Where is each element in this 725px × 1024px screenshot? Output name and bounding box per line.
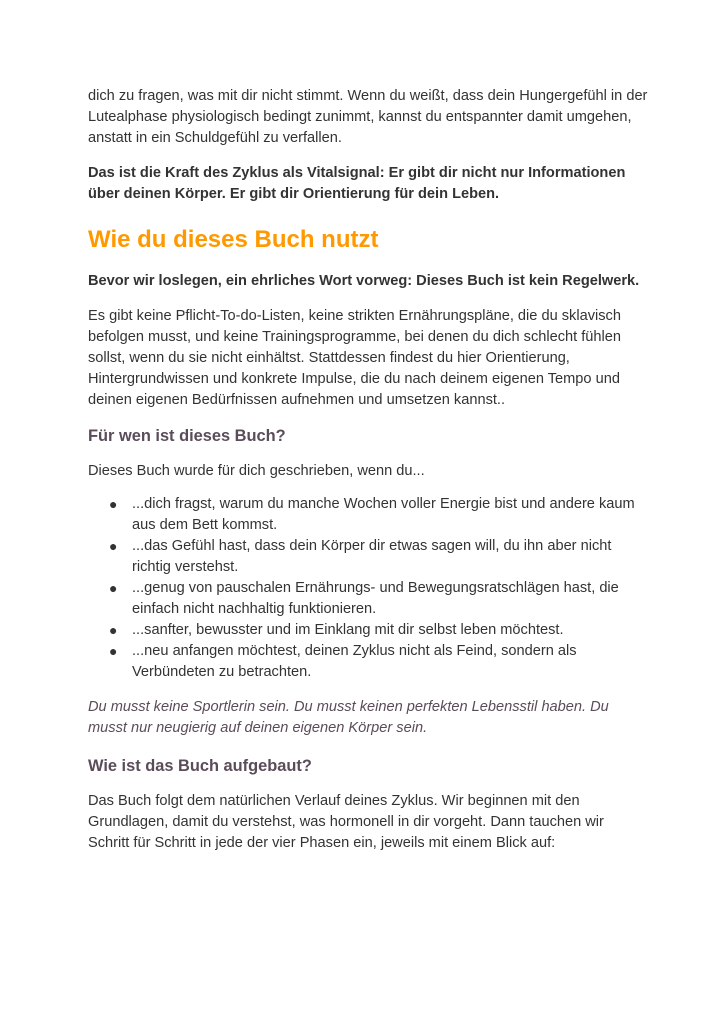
- bullet-list: [88, 494, 648, 683]
- bullet-icon: ●: [109, 622, 118, 638]
- list-item: [109, 620, 648, 641]
- bullet-icon: ●: [109, 496, 118, 512]
- body-paragraph: Es gibt keine Pflicht-To-do-Listen, keine strikten Ernährungspläne, die du sklavisch befolgen musst, und keine Trainingsprogramme, bei denen du dich schlecht fühlen sollst, wenn du sie nicht einhältst. Stattdessen findest du hier Orientierung, Hintergrundwissen und konkrete Impulse, die du nach deinem eigenen Tempo und deinen eigenen Bedürfnissen aufnehmen und umsetzen kannst..: [88, 308, 621, 408]
- list-item-text: ...das Gefühl hast, dass dein Körper dir etwas sagen will, du ihn aber nicht richtig verstehst.: [132, 538, 612, 575]
- italic-quote: Du musst keine Sportlerin sein. Du musst keinen perfekten Lebensstil haben. Du musst nur neugierig auf deinen eigenen Körper sein.: [88, 699, 609, 736]
- list-item: [109, 494, 648, 536]
- list-item-text: ...sanfter, bewusster und im Einklang mit dir selbst leben möchtest.: [132, 622, 564, 638]
- bullet-icon: ●: [109, 580, 118, 596]
- subheading-for-whom: Für wen ist dieses Buch?: [88, 427, 286, 445]
- list-item: [109, 578, 648, 620]
- lead-paragraph: Bevor wir loslegen, ein ehrliches Wort vorweg: Dieses Buch ist kein Regelwerk.: [88, 273, 640, 289]
- list-item-text: ...genug von pauschalen Ernährungs- und Bewegungsratschlägen hast, die einfach nicht nachhaltig funktionieren.: [132, 580, 619, 617]
- list-item: [109, 536, 648, 578]
- bullet-icon: ●: [109, 538, 118, 554]
- page-content: [88, 86, 648, 854]
- body-paragraph: dich zu fragen, was mit dir nicht stimmt. Wenn du weißt, dass dein Hungergefühl in der Lutealphase physiologisch bedingt zunimmt, kannst du entspannter damit umgehen, anstatt in ein Schuldgefühl zu verfallen.: [88, 88, 648, 146]
- list-item: [109, 641, 648, 683]
- intro-paragraph: Dieses Buch wurde für dich geschrieben, wenn du...: [88, 463, 425, 479]
- list-item-text: ...neu anfangen möchtest, deinen Zyklus nicht als Feind, sondern als Verbündeten zu betrachten.: [132, 643, 577, 680]
- bold-paragraph: Das ist die Kraft des Zyklus als Vitalsignal: Er gibt dir nicht nur Informationen über deinen Körper. Er gibt dir Orientierung für dein Leben.: [88, 165, 626, 202]
- subheading-structure: Wie ist das Buch aufgebaut?: [88, 757, 312, 775]
- list-item-text: ...dich fragst, warum du manche Wochen voller Energie bist und andere kaum aus dem Bett kommst.: [132, 496, 635, 533]
- section-heading: Wie du dieses Buch nutzt: [88, 226, 379, 253]
- bullet-icon: ●: [109, 643, 118, 659]
- body-paragraph: Das Buch folgt dem natürlichen Verlauf deines Zyklus. Wir beginnen mit den Grundlagen, damit du verstehst, was hormonell in dir vorgeht. Dann tauchen wir Schritt für Schritt in jede der vier Phasen ein, jeweils mit einem Blick auf:: [88, 793, 604, 851]
